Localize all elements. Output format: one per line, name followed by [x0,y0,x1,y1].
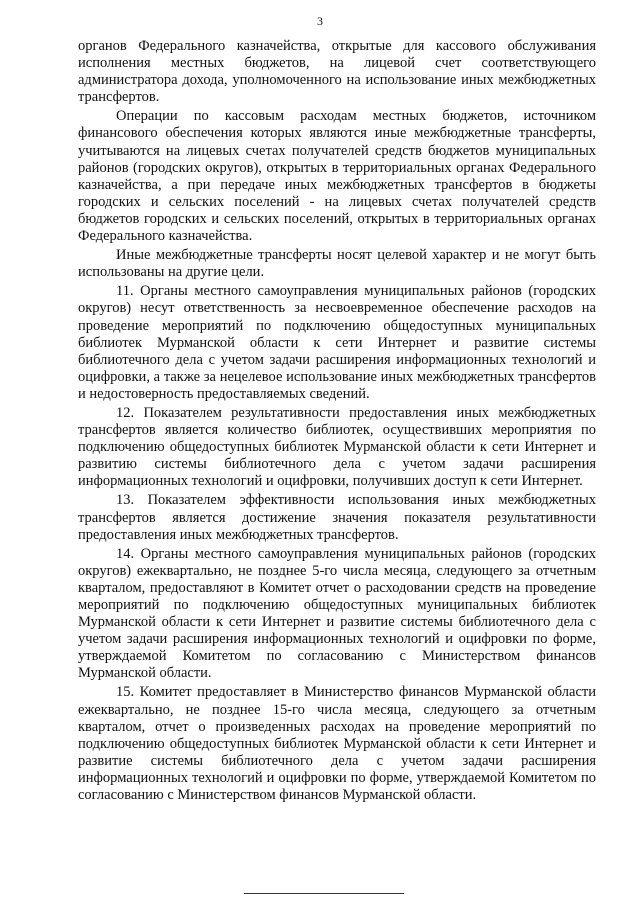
paragraph-item-15: 15. Комитет предоставляет в Министерство финансов Мурманской области ежеквартально, не позднее 15-го числа месяца, следующего за отчетным кварталом, отчет о произведенных расходах на проведение мероприятий по подключению общедоступных библиотек Мурманской области к сети Интернет и развитие системы библиотечного дела с учетом задачи расширения информационных технологий и оцифровки по форме, утверждаемой Комитетом по согласованию с Министерством финансов Мурманской области. [78,684,596,804]
paragraph-item-12: 12. Показателем результативности предоставления иных межбюджетных трансфертов является количество библиотек, осуществивших мероприятия по подключению общедоступных библиотек Мурманской области к сети Интернет и развитию системы библиотечного дела с учетом задачи расширения информационных технологий и оцифровки, получивших доступ к сети Интернет. [78,404,596,490]
paragraph-cash-operations: Операции по кассовым расходам местных бюджетов, источником финансового обеспечения которых являются иные межбюджетные трансферты, учитываются на лицевых счетах получателей средств бюджетов муниципальных районов (городских округов), открытых в территориальных органах Федерального казначейства, а при передаче иных межбюджетных трансфертов в бюджеты городских и сельских поселений - на лицевых счетах получателей средств бюджетов городских и сельских поселений, открытых в территориальных органах Федерального казначейства. [78,108,596,245]
footer-divider [244,893,404,894]
paragraph-item-11: 11. Органы местного самоуправления муниципальных районов (городских округов) несут ответственность за несвоевременное обеспечение расходов на проведение мероприятий по подключению общедоступных муниципальных библиотек Мурманской области к сети Интернет и развитие системы библиотечного дела с учетом задачи расширения информационных технологий и оцифровки, а также за нецелевое использование иных межбюджетных трансфертов и недостоверность предоставляемых сведений. [78,283,596,402]
paragraph-targeted-use: Иные межбюджетные трансферты носят целевой характер и не могут быть использованы на другие цели. [78,247,596,281]
document-body [78,38,596,804]
paragraph-item-13: 13. Показателем эффективности использования иных межбюджетных трансфертов является достижение значения показателя результативности предоставления иных межбюджетных трансфертов. [78,492,596,543]
paragraph-item-14: 14. Органы местного самоуправления муниципальных районов (городских округов) ежеквартально, не позднее 5-го числа месяца, следующего за отчетным кварталом, предоставляют в Комитет отчет о расходовании средств на проведение мероприятий по подключению общедоступных муниципальных библиотек Мурманской области к сети Интернет и развитие системы библиотечного дела с учетом задачи расширения информационных технологий и оцифровки по форме, утверждаемой Комитетом по согласованию с Министерством финансов Мурманской области. [78,545,596,682]
page-number: 3 [317,14,323,28]
paragraph-continuation: органов Федерального казначейства, открытые для кассового обслуживания исполнения местных бюджетов, на лицевой счет соответствующего администратора дохода, уполномоченного на использование иных межбюджетных трансфертов. [78,38,596,106]
